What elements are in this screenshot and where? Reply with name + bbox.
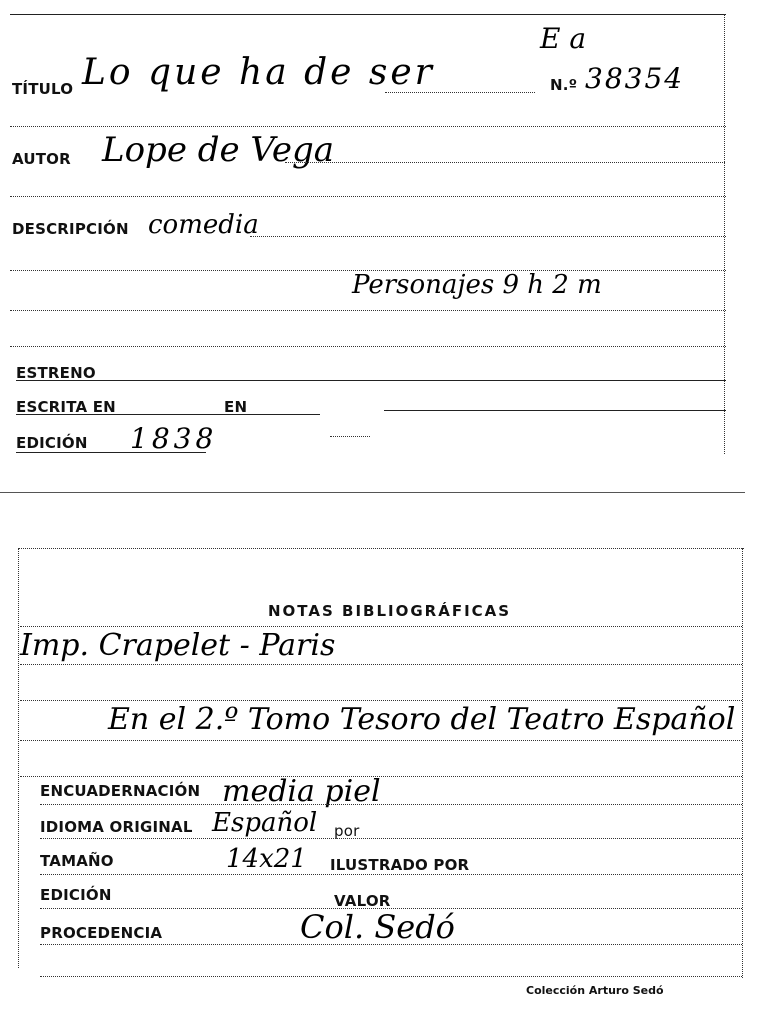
escrita-line xyxy=(16,414,320,415)
numero-label: N.º xyxy=(550,76,578,94)
edicion-value: 1838 xyxy=(130,422,218,455)
descripcion-label: DESCRIPCIÓN xyxy=(12,220,129,238)
lower-card-right-border xyxy=(742,548,743,978)
lower-card-top-border xyxy=(18,548,744,549)
rule-4 xyxy=(10,310,726,311)
upper-card-top-border xyxy=(10,14,726,15)
upper-card-right-border xyxy=(724,14,725,454)
card-separator xyxy=(0,492,745,493)
valor-label: VALOR xyxy=(334,892,391,910)
encuadernacion-line xyxy=(40,804,742,805)
en-label: EN xyxy=(224,398,248,416)
encuadernacion-value: media piel xyxy=(222,774,381,809)
edicion-lower-label: EDICIÓN xyxy=(40,886,112,904)
titulo-line xyxy=(385,92,535,93)
escrita-label: ESCRITA EN xyxy=(16,398,116,416)
note-line-2: En el 2.º Tomo Tesoro del Teatro Español xyxy=(108,702,736,737)
edicion-dash xyxy=(330,436,370,437)
corner-mark: E a xyxy=(540,22,587,55)
procedencia-line xyxy=(40,944,742,945)
rule-1 xyxy=(10,126,726,127)
estreno-label: ESTRENO xyxy=(16,364,96,382)
notas-rule-5 xyxy=(20,776,742,777)
idioma-value: Español xyxy=(212,808,318,838)
lower-card-left-border xyxy=(18,548,19,968)
idioma-label: IDIOMA ORIGINAL xyxy=(40,818,193,836)
notas-rule-2 xyxy=(20,664,742,665)
titulo-value: Lo que ha de ser xyxy=(82,52,435,93)
autor-value: Lope de Vega xyxy=(102,130,335,170)
por-label: por xyxy=(334,822,360,840)
estreno-line xyxy=(16,380,726,381)
idioma-line xyxy=(40,838,742,839)
titulo-label: TÍTULO xyxy=(12,80,74,98)
descripcion-line xyxy=(250,236,726,237)
final-rule xyxy=(40,976,742,977)
tamano-value: 14x21 xyxy=(226,844,307,874)
procedencia-value: Col. Sedó xyxy=(300,908,455,946)
encuadernacion-label: ENCUADERNACIÓN xyxy=(40,782,201,800)
notas-rule-1 xyxy=(20,626,742,627)
rule-5 xyxy=(10,346,726,347)
edicion-label: EDICIÓN xyxy=(16,434,88,452)
tamano-label: TAMAÑO xyxy=(40,852,114,870)
notas-heading: NOTAS BIBLIOGRÁFICAS xyxy=(268,602,512,620)
autor-line xyxy=(285,162,725,163)
procedencia-label: PROCEDENCIA xyxy=(40,924,163,942)
descripcion-value: comedia xyxy=(148,210,259,240)
rule-2 xyxy=(10,196,726,197)
en-line xyxy=(384,410,726,411)
coleccion-label: Colección Arturo Sedó xyxy=(526,984,664,997)
notas-rule-4 xyxy=(20,740,742,741)
notas-rule-3 xyxy=(20,700,742,701)
note-line-1: Imp. Crapelet - Paris xyxy=(20,628,336,663)
edicion-line xyxy=(16,452,206,453)
numero-value: 38354 xyxy=(585,62,685,95)
ilustrado-label: ILUSTRADO POR xyxy=(330,856,470,874)
personajes-value: Personajes 9 h 2 m xyxy=(352,270,602,300)
autor-label: AUTOR xyxy=(12,150,71,168)
tamano-line xyxy=(40,874,742,875)
